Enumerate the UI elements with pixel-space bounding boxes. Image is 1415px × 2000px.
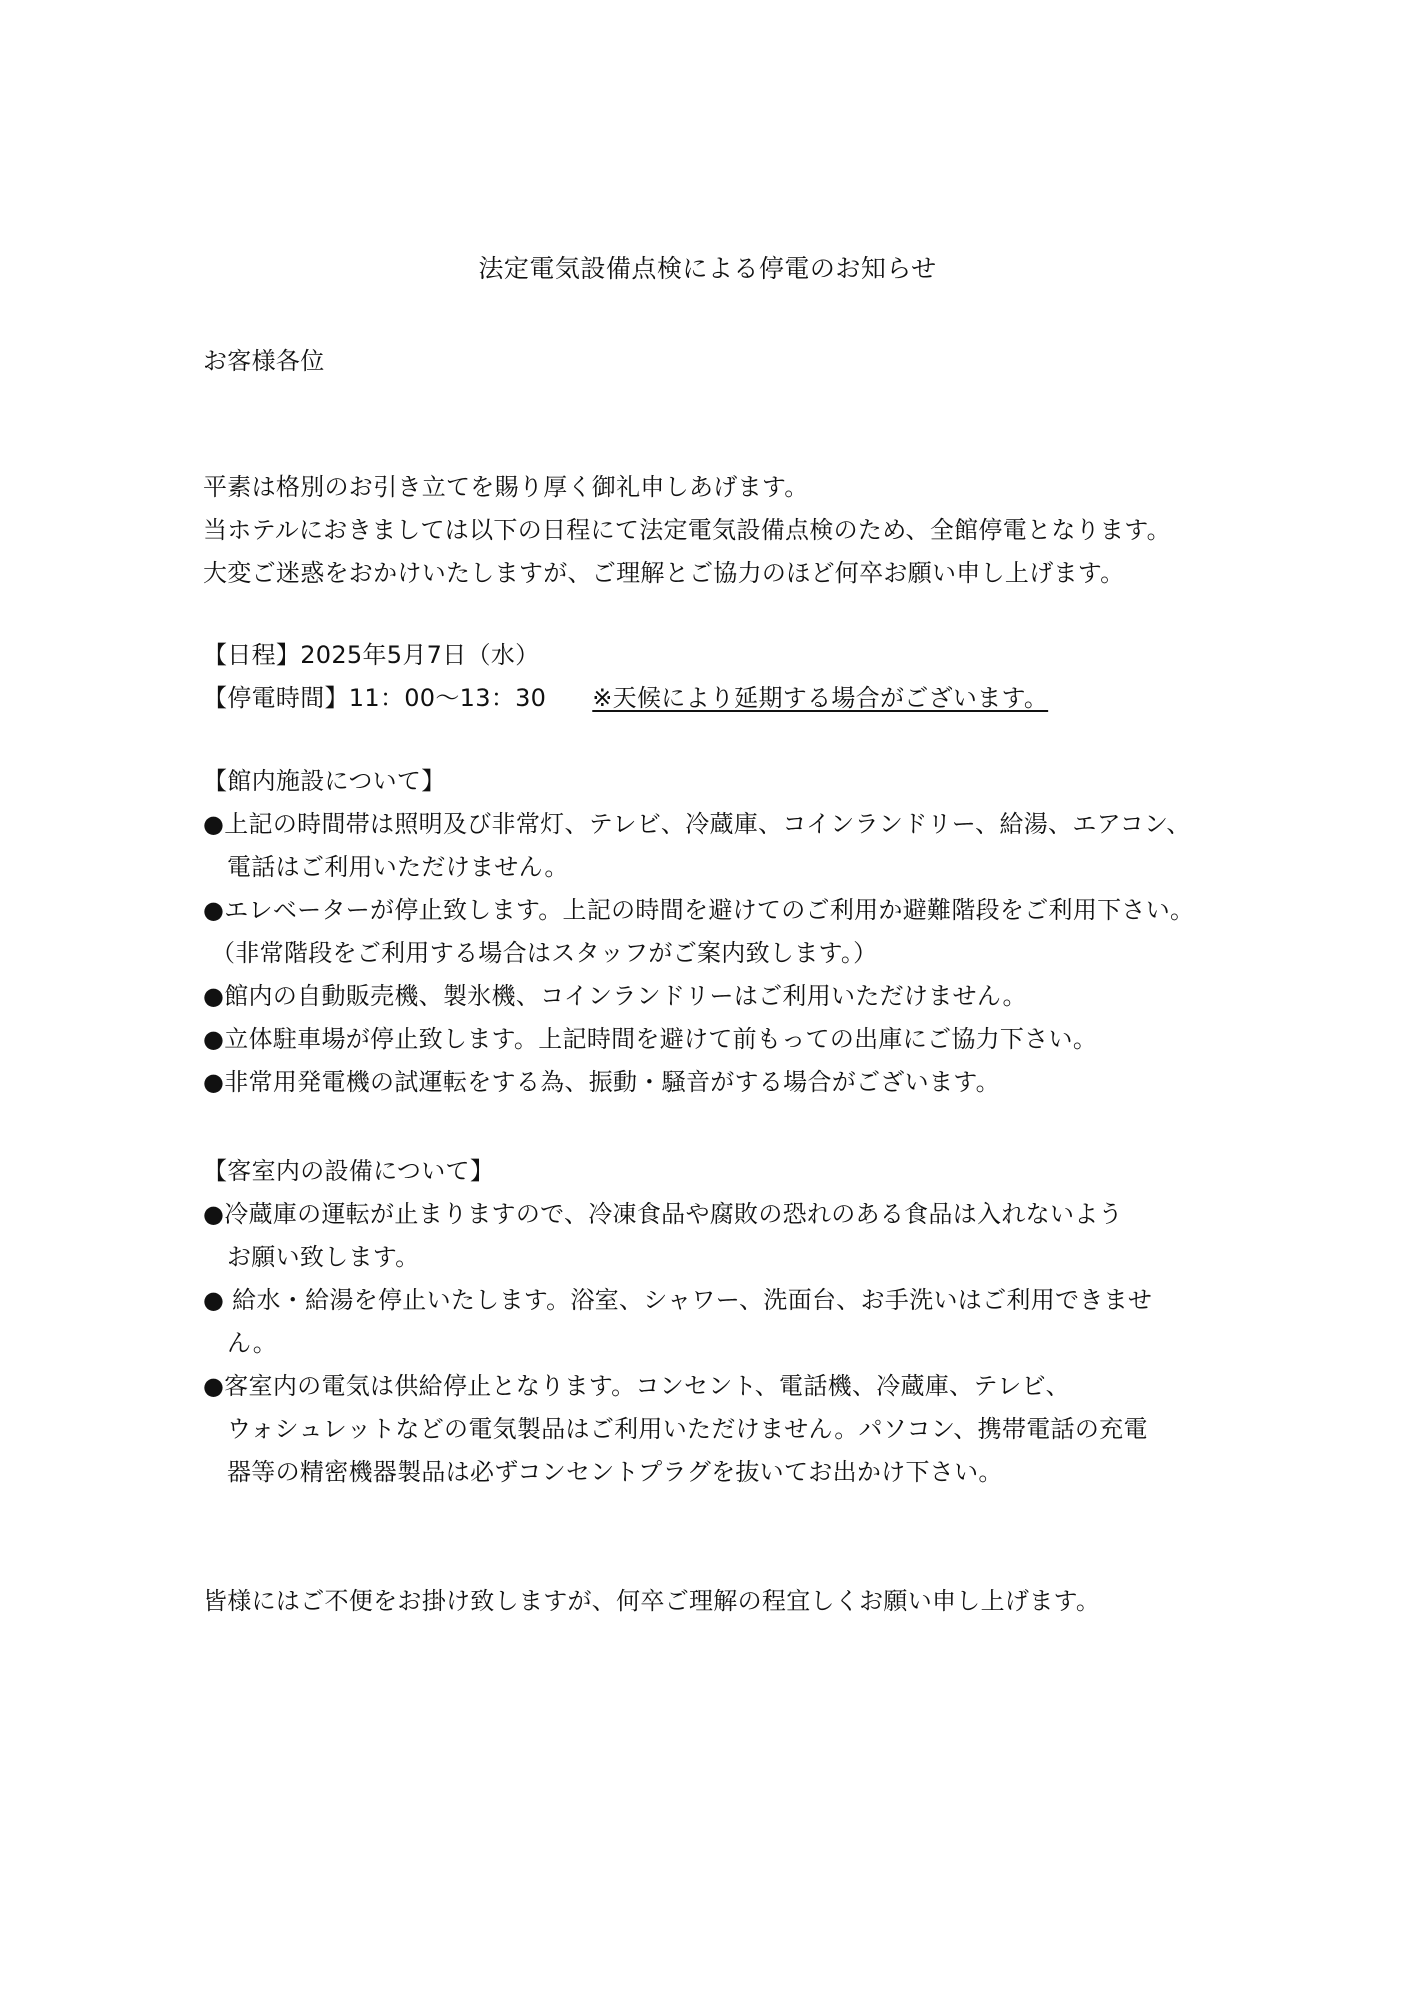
room-line-2: お願い致します。 <box>227 1243 420 1271</box>
closing-paragraph <box>203 1580 1263 1623</box>
page-title: 法定電気設備点検による停電のお知らせ <box>478 254 937 283</box>
room-line-6: ウォシュレットなどの電気製品はご利用いただけません。パソコン、携帯電話の充電 <box>227 1415 1148 1443</box>
room-line-7: 器等の精密機器製品は必ずコンセントプラグを抜いてお出かけ下さい。 <box>227 1458 1003 1486</box>
facility-heading: 【館内施設について】 <box>203 767 446 795</box>
closing-text: 皆様にはご不便をお掛け致しますが、何卒ご理解の程宜しくお願い申し上げます。 <box>203 1587 1101 1615</box>
facility-line-7: ●非常用発電機の試運転をする為、振動・騒音がする場合がございます。 <box>203 1068 1000 1096</box>
intro-line-3: 大変ご迷惑をおかけいたしますが、ご理解とご協力のほど何卒お願い申し上げます。 <box>203 559 1125 587</box>
schedule-block <box>203 634 1263 720</box>
facility-section <box>203 760 1263 1104</box>
schedule-time: 【停電時間】11：00～13：30 <box>203 684 547 712</box>
schedule-time-row <box>203 677 1263 720</box>
facility-line-3: ●エレベーターが停止致します。上記の時間を避けてのご利用か避難階段をご利用下さい。 <box>203 896 1195 924</box>
room-section <box>203 1150 1263 1494</box>
facility-line-2: 電話はご利用いただけません。 <box>227 853 569 881</box>
room-line-4: ん。 <box>227 1329 278 1357</box>
weather-note: ※天候により延期する場合がございます。 <box>592 684 1049 712</box>
facility-line-6: ●立体駐車場が停止致します。上記時間を避けて前もっての出庫にご協力下さい。 <box>203 1025 1098 1053</box>
intro-paragraph <box>203 466 1263 595</box>
schedule-date: 【日程】2025年5月7日（水） <box>203 641 540 669</box>
salutation-text: お客様各位 <box>203 347 325 375</box>
room-heading: 【客室内の設備について】 <box>203 1157 495 1185</box>
facility-line-1: ●上記の時間帯は照明及び非常灯、テレビ、冷蔵庫、コインランドリー、給湯、エアコン、 <box>203 810 1191 838</box>
intro-line-2: 当ホテルにおきましては以下の日程にて法定電気設備点検のため、全館停電となります。 <box>203 516 1171 544</box>
intro-line-1: 平素は格別のお引き立てを賜り厚く御礼申しあげます。 <box>203 473 809 501</box>
room-line-1: ●冷蔵庫の運転が止まりますので、冷凍食品や腐敗の恐れのある食品は入れないよう <box>203 1200 1123 1228</box>
facility-line-4: （非常階段をご利用する場合はスタッフがご案内致します。） <box>211 939 878 967</box>
facility-line-5: ●館内の自動販売機、製氷機、コインランドリーはご利用いただけません。 <box>203 982 1027 1010</box>
salutation <box>203 340 1263 383</box>
room-line-3: ● 給水・給湯を停止いたします。浴室、シャワー、洗面台、お手洗いはご利用できませ <box>203 1286 1153 1314</box>
room-line-5: ●客室内の電気は供給停止となります。コンセント、電話機、冷蔵庫、テレビ、 <box>203 1372 1070 1400</box>
